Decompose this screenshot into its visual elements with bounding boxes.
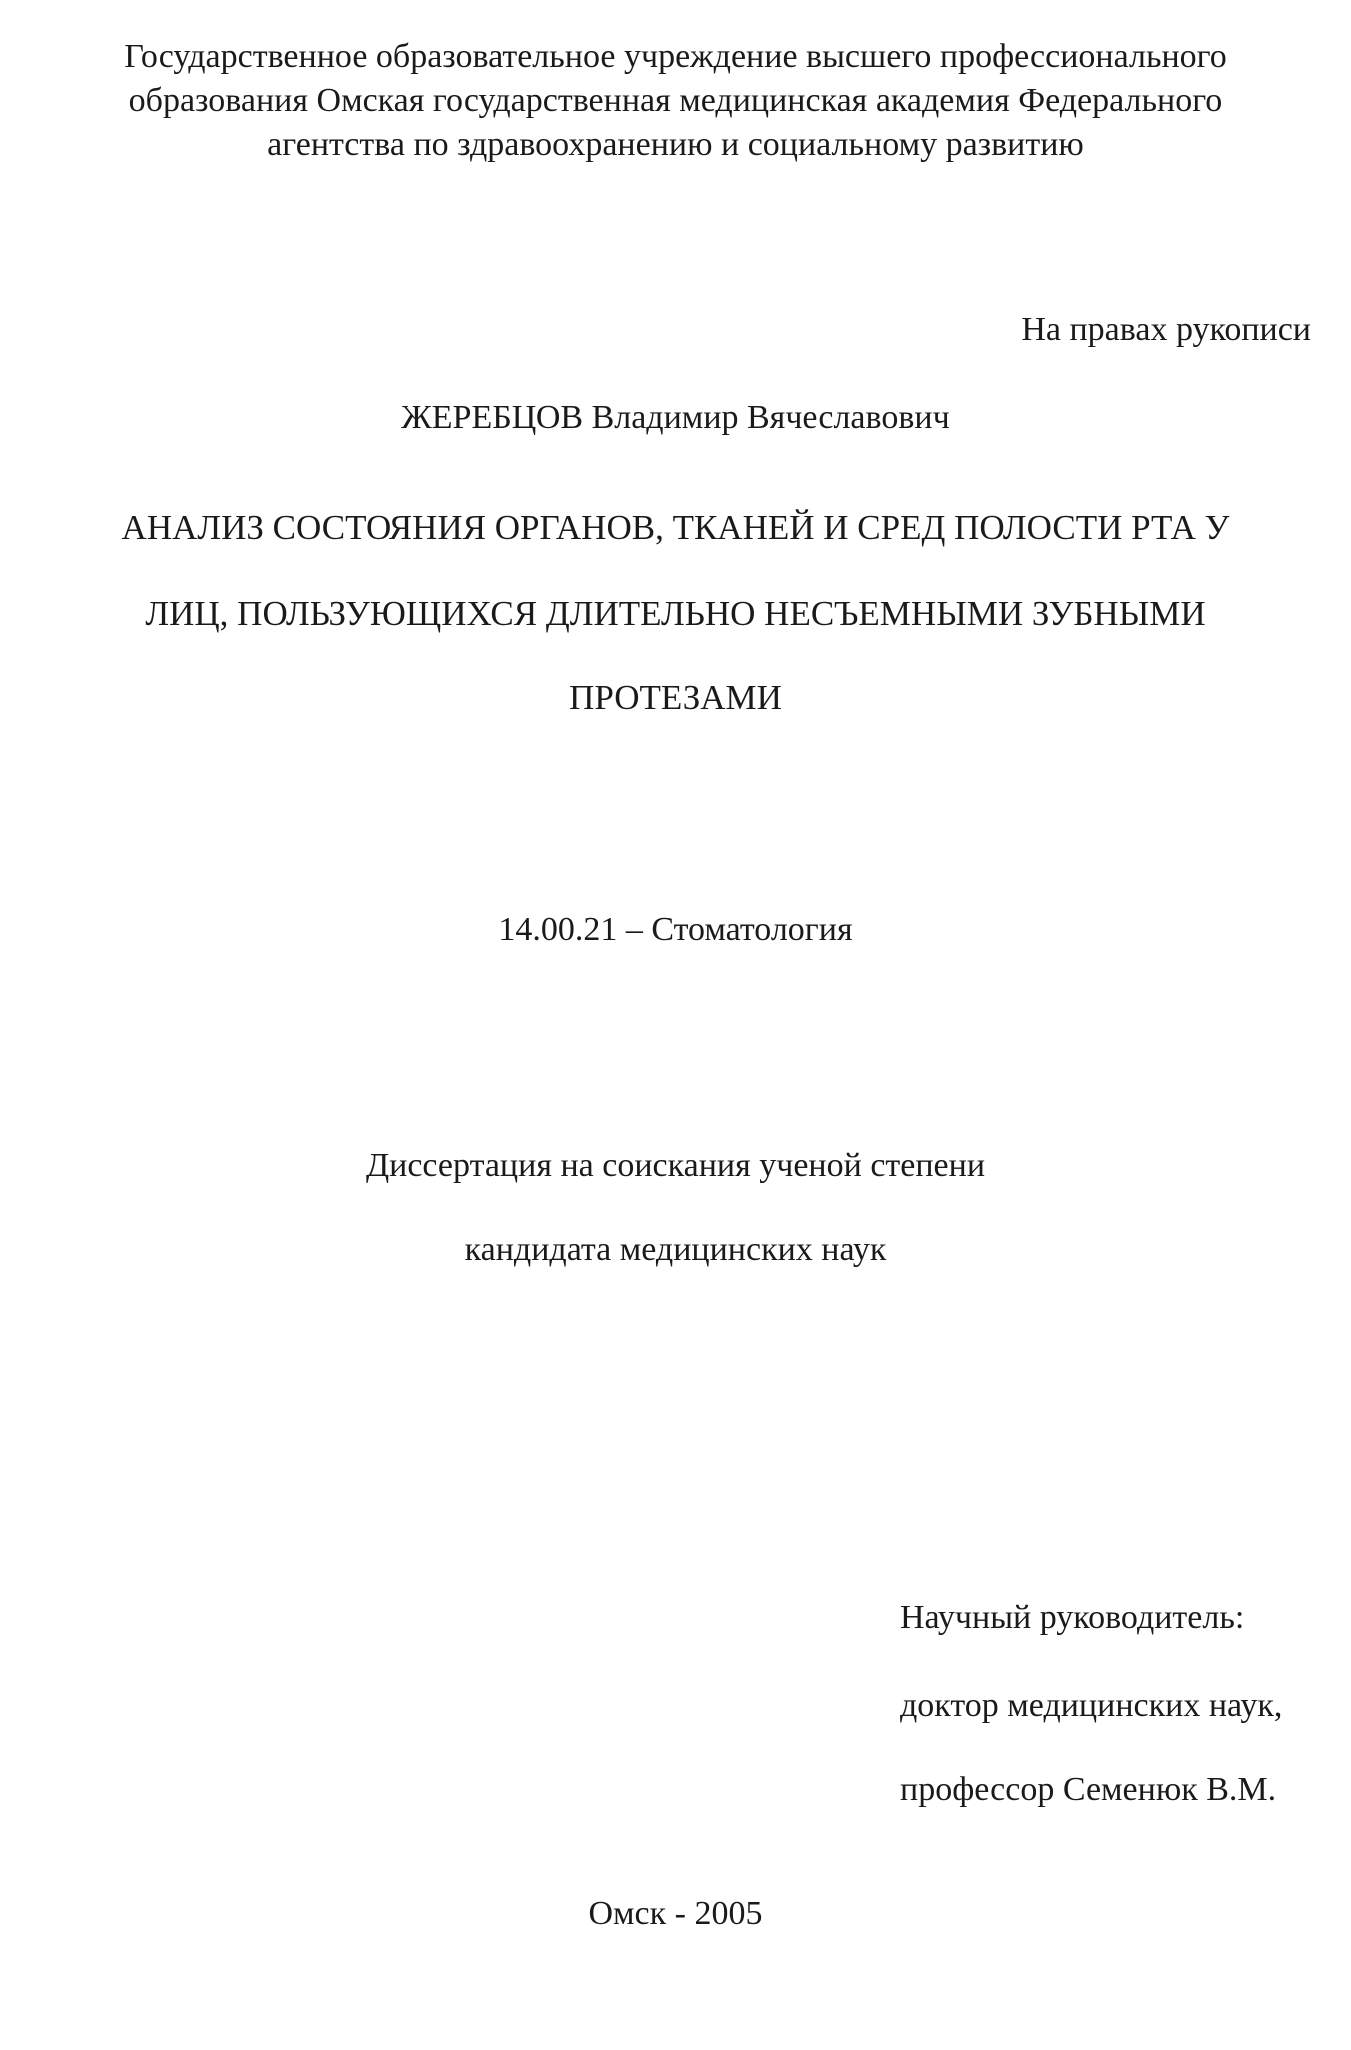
supervisor-name: профессор Семенюк В.М. (900, 1771, 1277, 1808)
dissertation-title-line-2: ЛИЦ, ПОЛЬЗУЮЩИХСЯ ДЛИТЕЛЬНО НЕСЪЕМНЫМИ ЗУБНЫМИ (145, 594, 1206, 633)
author-name: ЖЕРЕБЦОВ Владимир Вячеславович (401, 399, 950, 436)
supervisor-label: Научный руководитель: (900, 1599, 1245, 1636)
institution-header-line-2: образования Омская государственная медицинская академия Федерального (128, 82, 1223, 119)
supervisor-degree: доктор медицинских наук, (900, 1687, 1283, 1724)
specialty-code: 14.00.21 – Стоматология (498, 911, 853, 948)
dissertation-title-line-1: АНАЛИЗ СОСТОЯНИЯ ОРГАНОВ, ТКАНЕЙ И СРЕД ПОЛОСТИ РТА У (121, 508, 1230, 547)
place-year: Омск - 2005 (588, 1895, 763, 1932)
manuscript-note: На правах рукописи (1021, 311, 1311, 348)
dissertation-degree-line-1: Диссертация на соискания ученой степени (365, 1147, 986, 1184)
dissertation-title-line-3: ПРОТЕЗАМИ (569, 678, 782, 717)
institution-header-line-1: Государственное образовательное учреждение высшего профессионального (124, 38, 1227, 75)
institution-header-line-3: агентства по здравоохранению и социальному развитию (267, 126, 1084, 163)
dissertation-degree-line-2: кандидата медицинских наук (464, 1231, 887, 1268)
